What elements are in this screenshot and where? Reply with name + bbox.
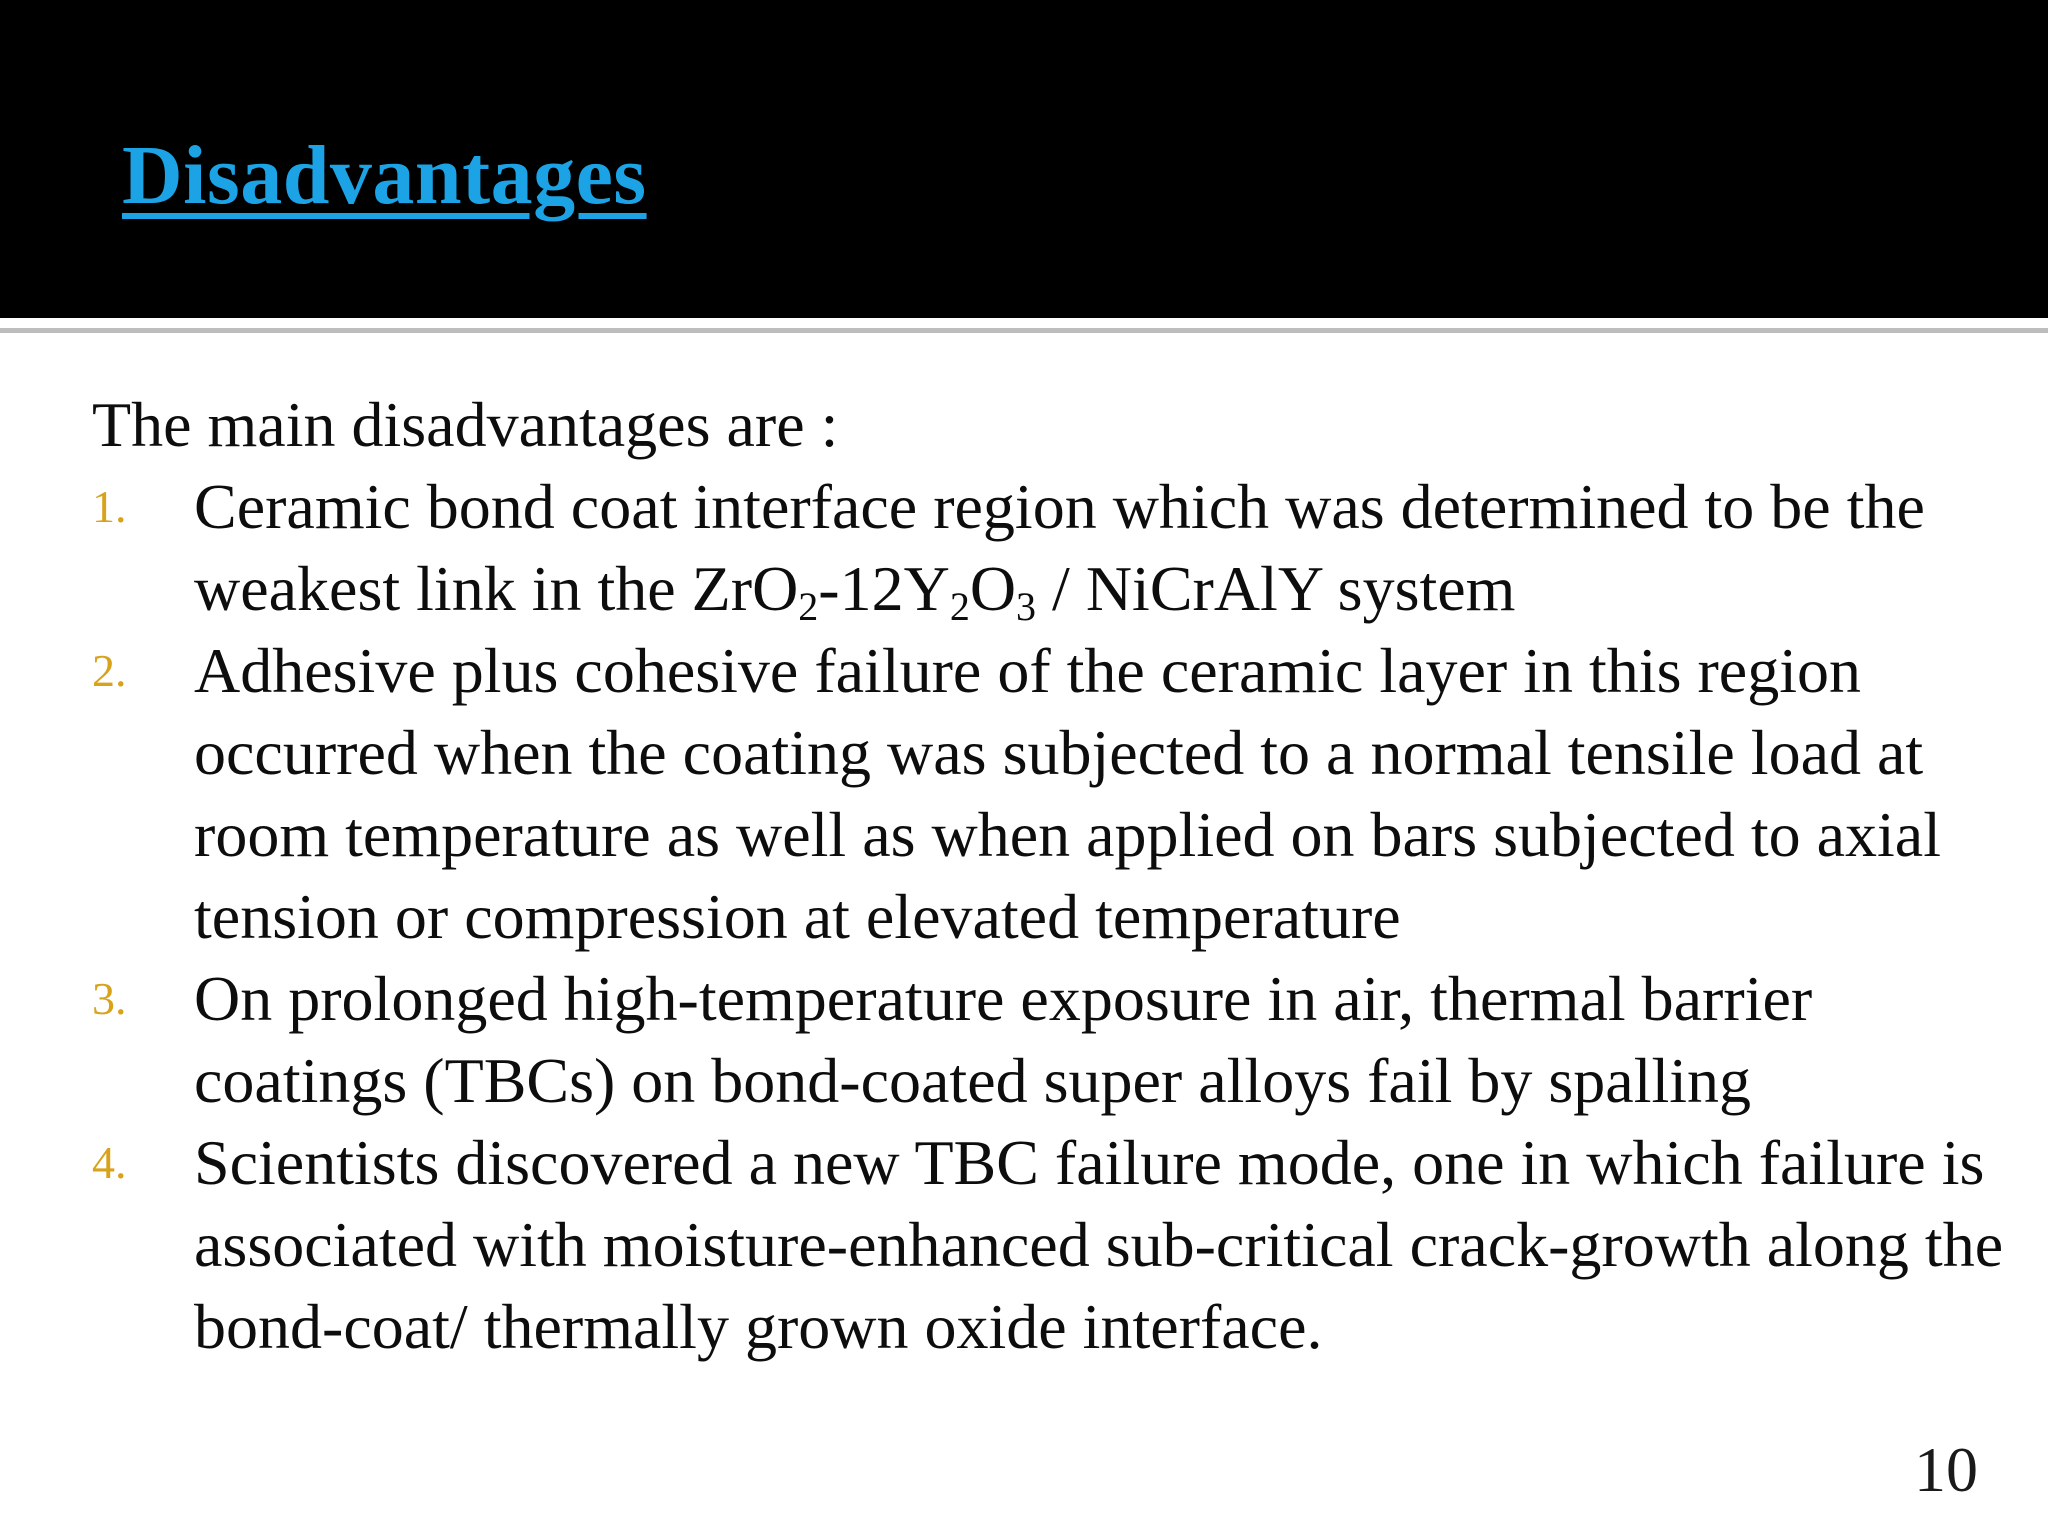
item-text-part: Ceramic bond coat interface region which was determined to be the weakest link in the ZrO <box>194 471 1925 624</box>
list-number: 3. <box>92 973 127 1024</box>
list-item-text: Adhesive plus cohesive failure of the ceramic layer in this region occurred when the coating was subjected to a normal tensile load at room temperature as well as when applied on bars subjected to axial tension or compression at elevated temperature <box>194 635 1941 952</box>
list-item <box>92 1122 2012 1368</box>
list-number: 1. <box>92 481 127 532</box>
list-item-text <box>194 466 2012 630</box>
header-divider <box>0 328 2048 333</box>
list-item <box>92 958 2012 1122</box>
list-number: 4. <box>92 1137 127 1188</box>
list-item <box>92 630 2012 958</box>
disadvantages-list <box>92 466 2012 1368</box>
page-number: 10 <box>1914 1434 1978 1505</box>
intro-text: The main disadvantages are : <box>92 389 839 460</box>
list-number: 2. <box>92 645 127 696</box>
subscript: 2 <box>798 584 819 629</box>
subscript: 3 <box>1016 584 1037 629</box>
subscript: 2 <box>949 584 970 629</box>
item-text-part: / NiCrAlY system <box>1036 553 1516 624</box>
list-item <box>92 466 2012 630</box>
list-item-text: On prolonged high-temperature exposure in air, thermal barrier coatings (TBCs) on bond-coated super alloys fail by spalling <box>194 963 1813 1116</box>
slide-title: Disadvantages <box>122 129 647 222</box>
list-item-text: Scientists discovered a new TBC failure mode, one in which failure is associated with moisture-enhanced sub-critical crack-growth along the bond-coat/ thermally grown oxide interface. <box>194 1127 2004 1362</box>
item-text-part: -12Y <box>818 553 950 624</box>
slide-body <box>92 384 2012 1368</box>
item-text-part: O <box>969 553 1017 624</box>
